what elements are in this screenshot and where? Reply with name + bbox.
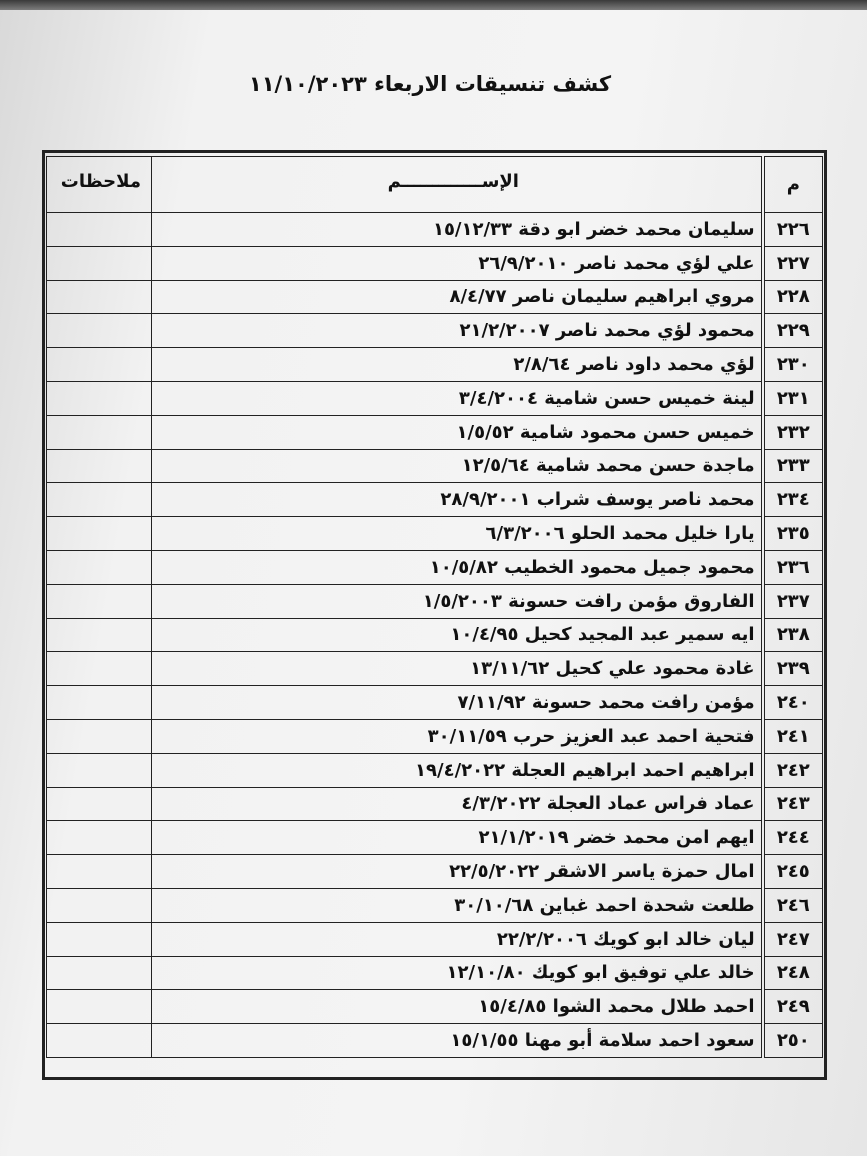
table-row xyxy=(47,415,823,449)
row-name: مروي ابراهيم سليمان ناصر ٨/٤/٧٧ xyxy=(151,280,762,314)
row-number: ٢٢٨ xyxy=(763,280,823,314)
table-row xyxy=(47,855,823,889)
table-row xyxy=(47,618,823,652)
row-name: يارا خليل محمد الحلو ٦/٣/٢٠٠٦ xyxy=(151,517,762,551)
table-row xyxy=(47,686,823,720)
row-number: ٢٣٢ xyxy=(763,415,823,449)
table-row xyxy=(47,584,823,618)
row-notes xyxy=(47,280,152,314)
table-row xyxy=(47,550,823,584)
row-name: غادة محمود علي كحيل ١٣/١١/٦٢ xyxy=(151,652,762,686)
row-name: محمود جميل محمود الخطيب ١٠/٥/٨٢ xyxy=(151,550,762,584)
row-name: احمد طلال محمد الشوا ١٥/٤/٨٥ xyxy=(151,990,762,1024)
table-row xyxy=(47,956,823,990)
row-number: ٢٤٣ xyxy=(763,787,823,821)
row-notes xyxy=(47,314,152,348)
row-notes xyxy=(47,381,152,415)
row-name: خالد علي توفيق ابو كويك ١٢/١٠/٨٠ xyxy=(151,956,762,990)
header-name: الإســـــــــــــم xyxy=(151,157,762,213)
row-name: لينة خميس حسن شامية ٣/٤/٢٠٠٤ xyxy=(151,381,762,415)
row-name: سعود احمد سلامة أبو مهنا ١٥/١/٥٥ xyxy=(151,1024,762,1058)
row-notes xyxy=(47,213,152,247)
table-row xyxy=(47,719,823,753)
row-number: ٢٣٨ xyxy=(763,618,823,652)
row-number: ٢٣٦ xyxy=(763,550,823,584)
row-notes xyxy=(47,246,152,280)
row-notes xyxy=(47,956,152,990)
row-name: ليان خالد ابو كويك ٢٢/٢/٢٠٠٦ xyxy=(151,922,762,956)
row-number: ٢٤٨ xyxy=(763,956,823,990)
row-notes xyxy=(47,753,152,787)
row-number: ٢٢٧ xyxy=(763,246,823,280)
row-name: علي لؤي محمد ناصر ٢٦/٩/٢٠١٠ xyxy=(151,246,762,280)
row-notes xyxy=(47,686,152,720)
row-number: ٢٤٢ xyxy=(763,753,823,787)
row-number: ٢٣٤ xyxy=(763,483,823,517)
table-row xyxy=(47,652,823,686)
row-notes xyxy=(47,618,152,652)
row-number: ٢٤٥ xyxy=(763,855,823,889)
row-name: ايه سمير عبد المجيد كحيل ١٠/٤/٩٥ xyxy=(151,618,762,652)
row-number: ٢٤٤ xyxy=(763,821,823,855)
table-row xyxy=(47,753,823,787)
row-number: ٢٢٦ xyxy=(763,213,823,247)
row-name: لؤي محمد داود ناصر ٢/٨/٦٤ xyxy=(151,348,762,382)
row-name: طلعت شحدة احمد غباين ٣٠/١٠/٦٨ xyxy=(151,888,762,922)
row-number: ٢٤٧ xyxy=(763,922,823,956)
row-notes xyxy=(47,787,152,821)
row-notes xyxy=(47,517,152,551)
row-number: ٢٣٠ xyxy=(763,348,823,382)
row-notes xyxy=(47,1024,152,1058)
table-header-row xyxy=(47,157,823,213)
row-name: عماد فراس عماد العجلة ٤/٣/٢٠٢٢ xyxy=(151,787,762,821)
row-notes xyxy=(47,415,152,449)
table-row xyxy=(47,888,823,922)
row-name: محمد ناصر يوسف شراب ٢٨/٩/٢٠٠١ xyxy=(151,483,762,517)
row-name: فتحية احمد عبد العزيز حرب ٣٠/١١/٥٩ xyxy=(151,719,762,753)
row-notes xyxy=(47,584,152,618)
row-number: ٢٥٠ xyxy=(763,1024,823,1058)
row-name: محمود لؤي محمد ناصر ٢١/٢/٢٠٠٧ xyxy=(151,314,762,348)
row-notes xyxy=(47,483,152,517)
row-number: ٢٣٩ xyxy=(763,652,823,686)
row-number: ٢٤٦ xyxy=(763,888,823,922)
row-notes xyxy=(47,990,152,1024)
table-row xyxy=(47,381,823,415)
row-name: مؤمن رافت محمد حسونة ٧/١١/٩٢ xyxy=(151,686,762,720)
table-row xyxy=(47,449,823,483)
row-number: ٢٣٧ xyxy=(763,584,823,618)
names-table xyxy=(46,156,823,1058)
row-notes xyxy=(47,719,152,753)
header-number: م xyxy=(763,157,823,213)
row-name: امال حمزة ياسر الاشقر ٢٢/٥/٢٠٢٢ xyxy=(151,855,762,889)
row-notes xyxy=(47,550,152,584)
table-row xyxy=(47,483,823,517)
row-number: ٢٤٠ xyxy=(763,686,823,720)
row-name: ايهم امن محمد خضر ٢١/١/٢٠١٩ xyxy=(151,821,762,855)
row-notes xyxy=(47,449,152,483)
row-notes xyxy=(47,821,152,855)
table-row xyxy=(47,787,823,821)
table-row xyxy=(47,1024,823,1058)
row-name: خميس حسن محمود شامية ١/٥/٥٢ xyxy=(151,415,762,449)
row-name: الفاروق مؤمن رافت حسونة ١/٥/٢٠٠٣ xyxy=(151,584,762,618)
table-row xyxy=(47,821,823,855)
table-row xyxy=(47,280,823,314)
row-number: ٢٤٩ xyxy=(763,990,823,1024)
row-notes xyxy=(47,855,152,889)
table-row xyxy=(47,990,823,1024)
table-row xyxy=(47,517,823,551)
table-row xyxy=(47,246,823,280)
row-notes xyxy=(47,888,152,922)
row-notes xyxy=(47,348,152,382)
page-title: كشف تنسيقات الاربعاء ١١/١٠/٢٠٢٣ xyxy=(248,72,612,96)
row-name: سليمان محمد خضر ابو دقة ١٥/١٢/٣٣ xyxy=(151,213,762,247)
row-notes xyxy=(47,922,152,956)
row-name: ماجدة حسن محمد شامية ١٢/٥/٦٤ xyxy=(151,449,762,483)
table-row xyxy=(47,213,823,247)
table-row xyxy=(47,348,823,382)
row-number: ٢٤١ xyxy=(763,719,823,753)
row-name: ابراهيم احمد ابراهيم العجلة ١٩/٤/٢٠٢٢ xyxy=(151,753,762,787)
row-number: ٢٢٩ xyxy=(763,314,823,348)
row-number: ٢٣٥ xyxy=(763,517,823,551)
row-notes xyxy=(47,652,152,686)
header-notes: ملاحظات xyxy=(47,157,152,213)
table-row xyxy=(47,922,823,956)
row-number: ٢٣١ xyxy=(763,381,823,415)
table-row xyxy=(47,314,823,348)
row-number: ٢٣٣ xyxy=(763,449,823,483)
